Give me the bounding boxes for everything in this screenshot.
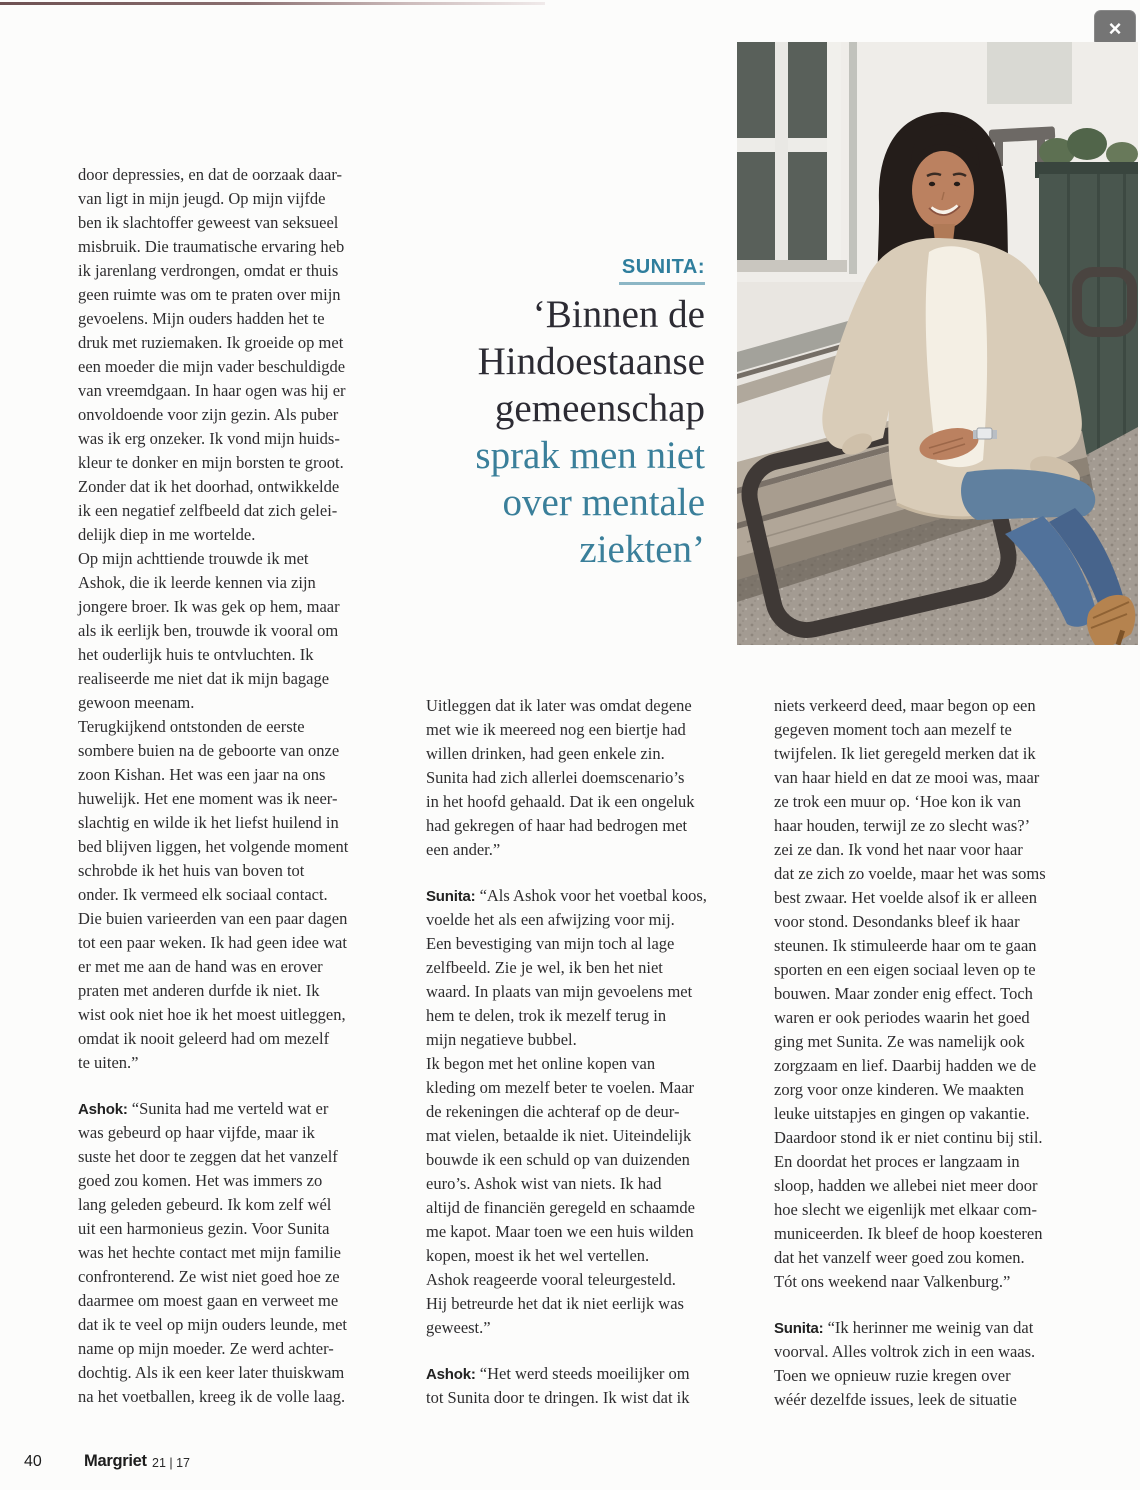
speaker-label: Sunita: [426,888,476,905]
text-line: waren er ook periodes waarin het goed [774,1008,1030,1027]
text-line: zelfbeeld. Zie je wel, ik ben het niet [426,958,663,977]
text-line: Hij betreurde het dat ik niet eerlijk was [426,1294,684,1313]
text-line: tot een paar weken. Ik had geen idee wat [78,933,347,952]
article-column-1 [78,163,426,1409]
text-line: onder. Ik vermeed elk sociaal contact. [78,885,328,904]
text-line: Sunita: “Ik herinner me weinig van dat [774,1318,1034,1337]
text-line: delijk diep in me wortelde. [78,525,256,544]
text-line: hem te delen, trok ik mezelf terug in [426,1006,667,1025]
text-line: gewoon meenam. [78,693,195,712]
text-line: Die buien varieerden van een paar dagen [78,909,348,928]
text-line: het ouderlijk huis te ontvluchten. Ik [78,645,314,664]
article-column-3 [774,694,1124,1412]
text-line: En doordat het proces er langzaam in [774,1152,1020,1171]
text-line: de rekeningen die achteraf op de deur- [426,1102,680,1121]
text-line: municeerden. Ik bleef de hoop koesteren [774,1224,1043,1243]
text-line: zorgzaam en lief. Daarbij hadden we de [774,1056,1037,1075]
text-line: Ik begon met het online kopen van [426,1054,656,1073]
text-line: dat ik te veel op mijn ouders leunde, met [78,1315,347,1334]
text-line: willen drinken, had geen enkele zin. [426,744,665,763]
text-line: Sunita: “Als Ashok voor het voetbal koos, [426,886,707,905]
speaker-label: Ashok: [78,1101,128,1118]
pull-quote-line: gemeenschap [494,387,705,430]
text-line: uit een harmonieus gezin. Voor Sunita [78,1219,330,1238]
text-line: zei ze dan. Ik vond het naar voor haar [774,840,1023,859]
text-line: bouwen. Maar zonder enig effect. Toch [774,984,1033,1003]
text-line: in het hoofd gehaald. Dat ik een ongeluk [426,792,695,811]
text-line: praten met anderen durfde ik niet. Ik [78,981,320,1000]
text-line: niets verkeerd deed, maar begon op een [774,696,1036,715]
text-line: bouwde ik een schuld op van duizenden [426,1150,690,1169]
text-line: ze trok een muur op. ‘Hoe kon ik van [774,792,1021,811]
text-line: na het voetballen, kreeg ik de volle laag. [78,1387,346,1406]
close-icon: × [1108,15,1122,41]
text-line: omdat ik nooit geleerd had om mezelf [78,1029,330,1048]
text-line: huwelijk. Het ene moment was ik neer- [78,789,338,808]
text-line: gegeven moment toch aan mezelf te [774,720,1012,739]
text-line: zorg voor onze kinderen. We maakten [774,1080,1025,1099]
text-line: steunen. Ik stimuleerde haar om te gaan [774,936,1037,955]
text-line: van haar hield en dat ze mooi was, maar [774,768,1040,787]
text-line: met wie ik meereed nog een biertje had [426,720,686,739]
pull-quote-line: Hindoestaanse [477,340,705,383]
magazine-name: Margriet [84,1452,147,1470]
text-line: een moeder die mijn vader beschuldigde [78,357,346,376]
paragraph-gap [774,1294,1124,1316]
text-line: dat het vanzelf weer goed zou komen. [774,1248,1025,1267]
text-line: Ashok reageerde vooral teleurgesteld. [426,1270,676,1289]
speaker-label: Ashok: [426,1366,476,1383]
text-line: Ashok: “Het werd steeds moeilijker om [426,1364,690,1383]
text-line: geweest.” [426,1318,491,1337]
page-top-scan-line [0,2,545,5]
text-line: name op mijn moeder. Ze werd achter- [78,1339,334,1358]
text-line: euro’s. Ashok wist van niets. Ik had [426,1174,662,1193]
text-line: goed zou komen. Het was immers zo [78,1171,323,1190]
text-line: Daardoor stond ik er niet continu bij stil. [774,1128,1043,1147]
text-line: gevoelens. Mijn ouders hadden het te [78,309,325,328]
text-line: kleur te donker en mijn borsten te groot. [78,453,344,472]
text-line: Uitleggen dat ik later was omdat degene [426,696,692,715]
text-line: ik een negatief zelfbeeld dat zich gelei- [78,501,338,520]
text-line: lang geleden gebeurd. Ik kom zelf wél [78,1195,332,1214]
text-line: jongere broer. Ik was gek op hem, maar [78,597,340,616]
text-line: tot Sunita door te dringen. Ik wist dat ik [426,1388,690,1407]
text-line: had gekregen of haar had bedrogen met [426,816,688,835]
text-line: zoon Kishan. Het was een jaar na ons [78,765,326,784]
text-line: dochtig. Als ik een keer later thuiskwam [78,1363,345,1382]
pull-quote [418,255,705,573]
text-line: realiseerde me niet dat ik mijn bagage [78,669,330,688]
text-line: kleding om mezelf beter te voelen. Maar [426,1078,695,1097]
text-line: slachtig en wilde ik het liefst huilend in [78,813,339,832]
text-line: voelde het als een afwijzing voor mij. [426,910,675,929]
text-line: een ander.” [426,840,501,859]
article-column-2 [426,694,772,1410]
text-line: dat ze zich zo voelde, maar het was soms [774,864,1046,883]
page-footer [0,1450,1140,1480]
text-line: schrobde ik het huis van boven tot [78,861,305,880]
pull-quote-kicker: SUNITA: [621,256,705,278]
text-line: was ik erg onzeker. Ik vond mijn huids- [78,429,340,448]
paragraph-gap [426,1340,772,1362]
text-line: Zonder dat ik het doorhad, ontwikkelde [78,477,340,496]
pull-quote-line: ziekten’ [579,528,705,571]
text-line: mijn negatieve bubbel. [426,1030,577,1049]
text-line: sombere buien na de geboorte van onze [78,741,340,760]
text-line: als ik eerlijk ben, trouwde ik vooral om [78,621,339,640]
text-line: twijfelen. Ik liet geregeld merken dat ik [774,744,1036,763]
text-line: daarmee om moest gaan en verweet me [78,1291,339,1310]
paragraph-gap [426,862,772,884]
text-line: Tót ons weekend naar Valkenburg.” [774,1272,1011,1291]
text-line: ik jarenlang verdrongen, omdat er thuis [78,261,339,280]
window [737,42,847,272]
text-line: sporten en een eigen sociaal leven op te [774,960,1036,979]
text-line: door depressies, en dat de oorzaak daar- [78,165,343,184]
issue-number: 21 | 17 [152,1456,191,1470]
text-line: misbruik. Die traumatische ervaring heb [78,237,345,256]
text-line: bed blijven liggen, het volgende moment [78,837,349,856]
paragraph-gap [78,1075,426,1097]
speaker-label: Sunita: [774,1320,824,1337]
photo-woman-on-bench [737,42,1138,645]
text-line: geen ruimte was om te praten over mijn [78,285,341,304]
text-line: waard. In plaats van mijn gevoelens met [426,982,693,1001]
text-line: Terugkijkend ontstonden de eerste [78,717,305,736]
text-line: hoe slecht we eigenlijk met elkaar com- [774,1200,1037,1219]
text-line: ben ik slachtoffer geweest van seksueel [78,213,339,232]
text-line: ging met Sunita. Ze was namelijk ook [774,1032,1025,1051]
text-line: kopen, moest ik het wel vertellen. [426,1246,650,1265]
text-line: van vreemdgaan. In haar ogen was hij er [78,381,346,400]
pull-quote-line: ‘Binnen de [532,293,705,336]
text-line: er met me aan de hand was en erover [78,957,323,976]
photo-illustration [737,42,1138,645]
text-line: suste het door te zeggen dat het vanzelf [78,1147,338,1166]
text-line: confronterend. Ze wist niet goed hoe ze [78,1267,340,1286]
text-line: was gebeurd op haar vijfde, maar ik [78,1123,315,1142]
text-line: te uiten.” [78,1053,139,1072]
pull-quote-line: over mentale [502,481,705,524]
text-line: altijd de financiën geregeld en schaamde [426,1198,695,1217]
text-line: druk met ruziemaken. Ik groeide op met [78,333,344,352]
page-number: 40 [24,1453,42,1470]
text-line: was het hechte contact met mijn familie [78,1243,341,1262]
pull-quote-line: sprak men niet [475,434,705,477]
text-line: haar houden, terwijl ze zo slecht was?’ [774,816,1031,835]
text-line: Op mijn achttiende trouwde ik met [78,549,309,568]
text-line: mat vielen, betaalde ik niet. Uiteindelijk [426,1126,692,1145]
text-line: Sunita had zich allerlei doemscenario’s [426,768,685,787]
text-line: van ligt in mijn jeugd. Op mijn vijfde [78,189,326,208]
text-line: Een bevestiging van mijn toch al lage [426,934,675,953]
text-line: onvoldoende voor zijn gezin. Als puber [78,405,339,424]
text-line: wist ook niet hoe ik het moest uitleggen, [78,1005,346,1024]
text-line: Toen we opnieuw ruzie kregen over [774,1366,1011,1385]
text-line: wéér dezelfde issues, leek de situatie [774,1390,1017,1409]
text-line: voorval. Alles voltrok zich in een waas. [774,1342,1036,1361]
pull-quote-underline [619,282,705,285]
text-line: me kapot. Maar toen we een huis wilden [426,1222,694,1241]
text-line: Ashok: “Sunita had me verteld wat er [78,1099,329,1118]
text-line: Ashok, die ik leerde kennen via zijn [78,573,316,592]
text-line: sloop, hadden we allebei niet meer door [774,1176,1038,1195]
text-line: leuke uitstapjes en gingen op vakantie. [774,1104,1030,1123]
text-line: best zwaar. Het voelde alsof ik er alleen [774,888,1037,907]
text-line: voor stond. Desondanks bleef ik haar [774,912,1020,931]
